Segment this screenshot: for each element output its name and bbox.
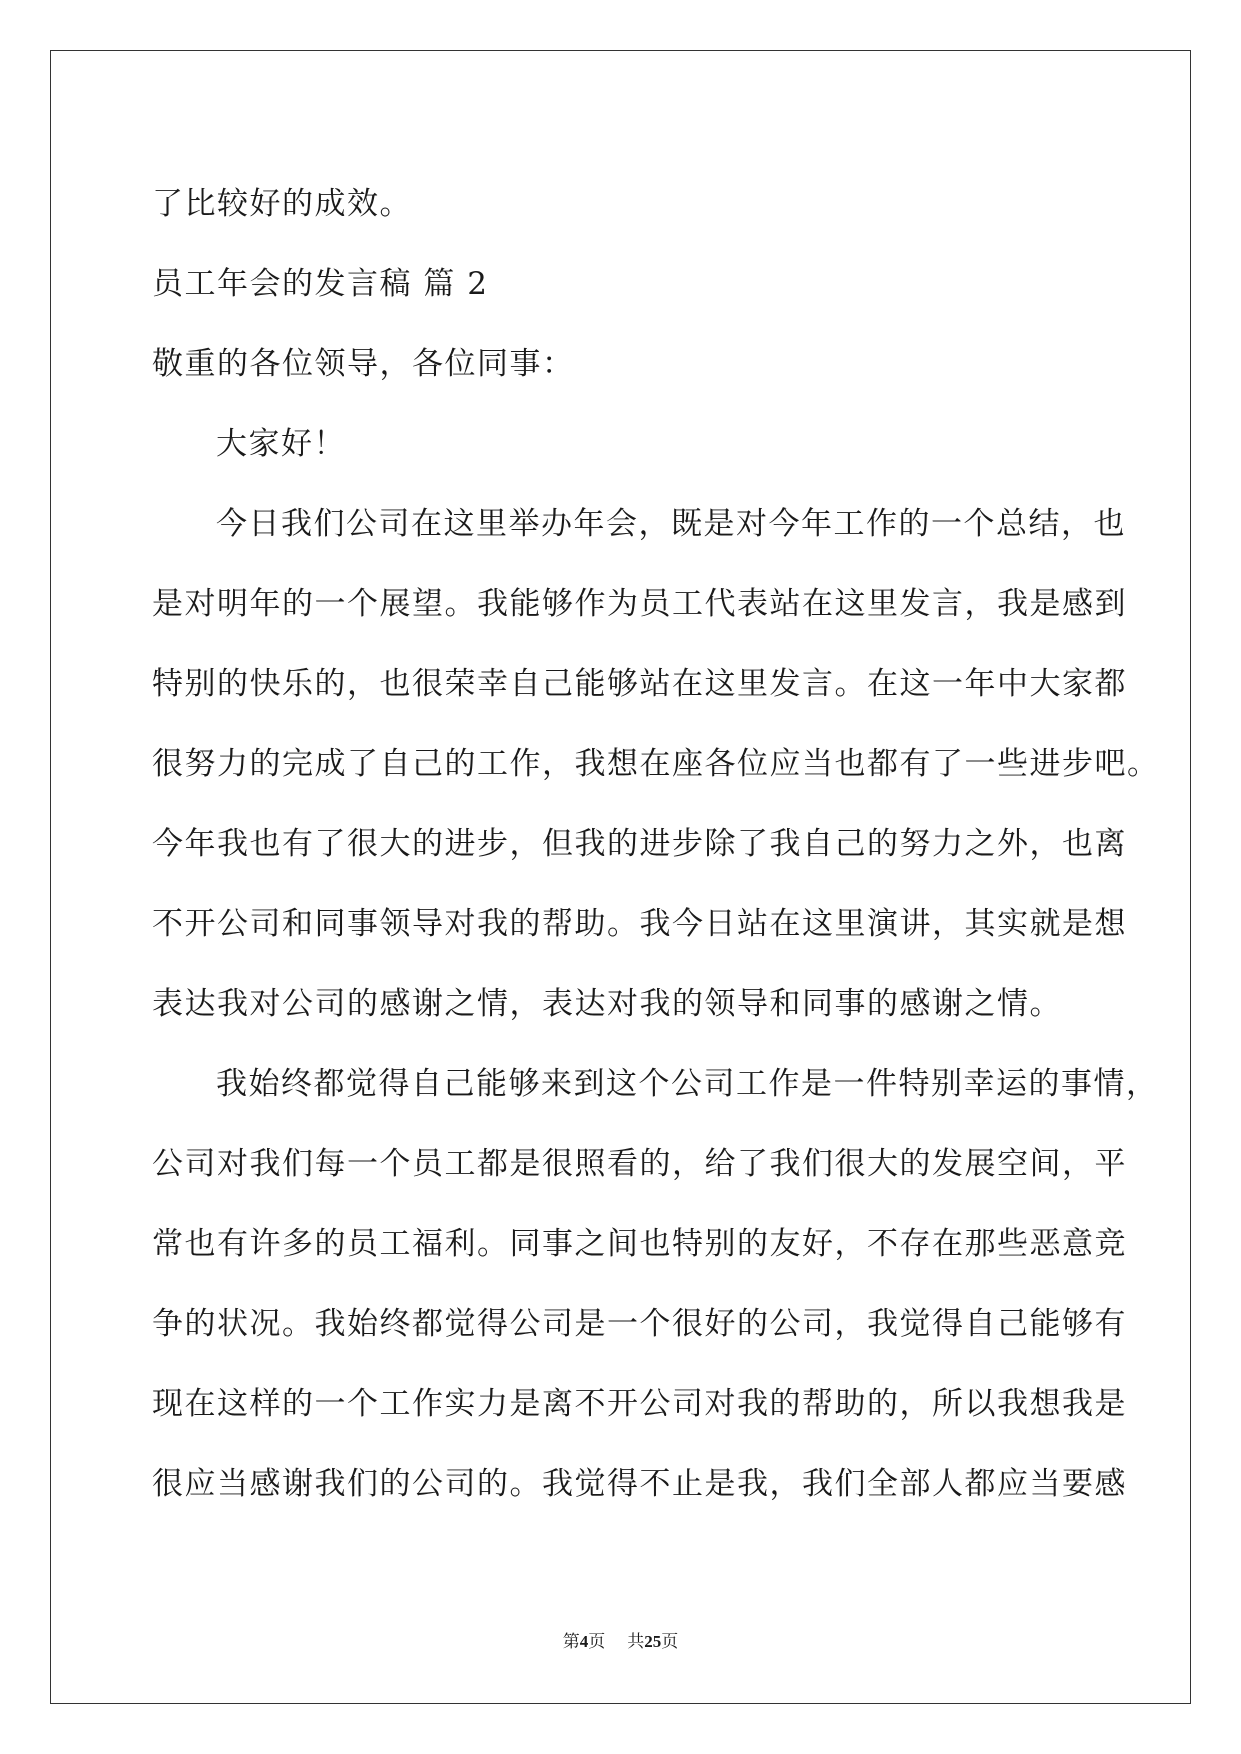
paragraph-line: 常也有许多的员工福利。同事之间也特别的友好，不存在那些恶意竞	[152, 1226, 1127, 1262]
page-number: 4	[579, 1632, 589, 1651]
page-footer	[0, 1627, 1241, 1652]
paragraph-line: 很努力的完成了自己的工作，我想在座各位应当也都有了一些进步吧。	[152, 746, 1160, 782]
total-prefix: 共	[627, 1632, 645, 1651]
paragraph-line: 是对明年的一个展望。我能够作为员工代表站在这里发言，我是感到	[152, 586, 1127, 622]
paragraph-line: 很应当感谢我们的公司的。我觉得不止是我，我们全部人都应当要感	[152, 1466, 1127, 1502]
text-line: 了比较好的成效。	[152, 186, 412, 222]
page-prefix: 第	[562, 1632, 580, 1651]
paragraph-line: 今年我也有了很大的进步，但我的进步除了我自己的努力之外，也离	[152, 826, 1127, 862]
paragraph-line: 表达我对公司的感谢之情，表达对我的领导和同事的感谢之情。	[152, 986, 1062, 1022]
paragraph-line: 我始终都觉得自己能够来到这个公司工作是一件特别幸运的事情，	[216, 1066, 1159, 1102]
paragraph-line: 特别的快乐的，也很荣幸自己能够站在这里发言。在这一年中大家都	[152, 666, 1127, 702]
greeting: 大家好！	[216, 426, 346, 462]
paragraph-line: 争的状况。我始终都觉得公司是一个很好的公司，我觉得自己能够有	[152, 1306, 1127, 1342]
document-body	[152, 164, 1160, 1524]
paragraph-line: 现在这样的一个工作实力是离不开公司对我的帮助的，所以我想我是	[152, 1386, 1127, 1422]
section-heading: 员工年会的发言稿 篇 2	[152, 266, 489, 302]
paragraph-line: 公司对我们每一个员工都是很照看的，给了我们很大的发展空间，平	[152, 1146, 1127, 1182]
page-suffix: 页	[588, 1632, 606, 1651]
paragraph-line: 不开公司和同事领导对我的帮助。我今日站在这里演讲，其实就是想	[152, 906, 1127, 942]
paragraph-line: 今日我们公司在这里举办年会，既是对今年工作的一个总结，也	[216, 506, 1126, 542]
salutation: 敬重的各位领导，各位同事：	[152, 346, 575, 382]
total-pages: 25	[644, 1632, 662, 1651]
total-suffix: 页	[661, 1632, 679, 1651]
